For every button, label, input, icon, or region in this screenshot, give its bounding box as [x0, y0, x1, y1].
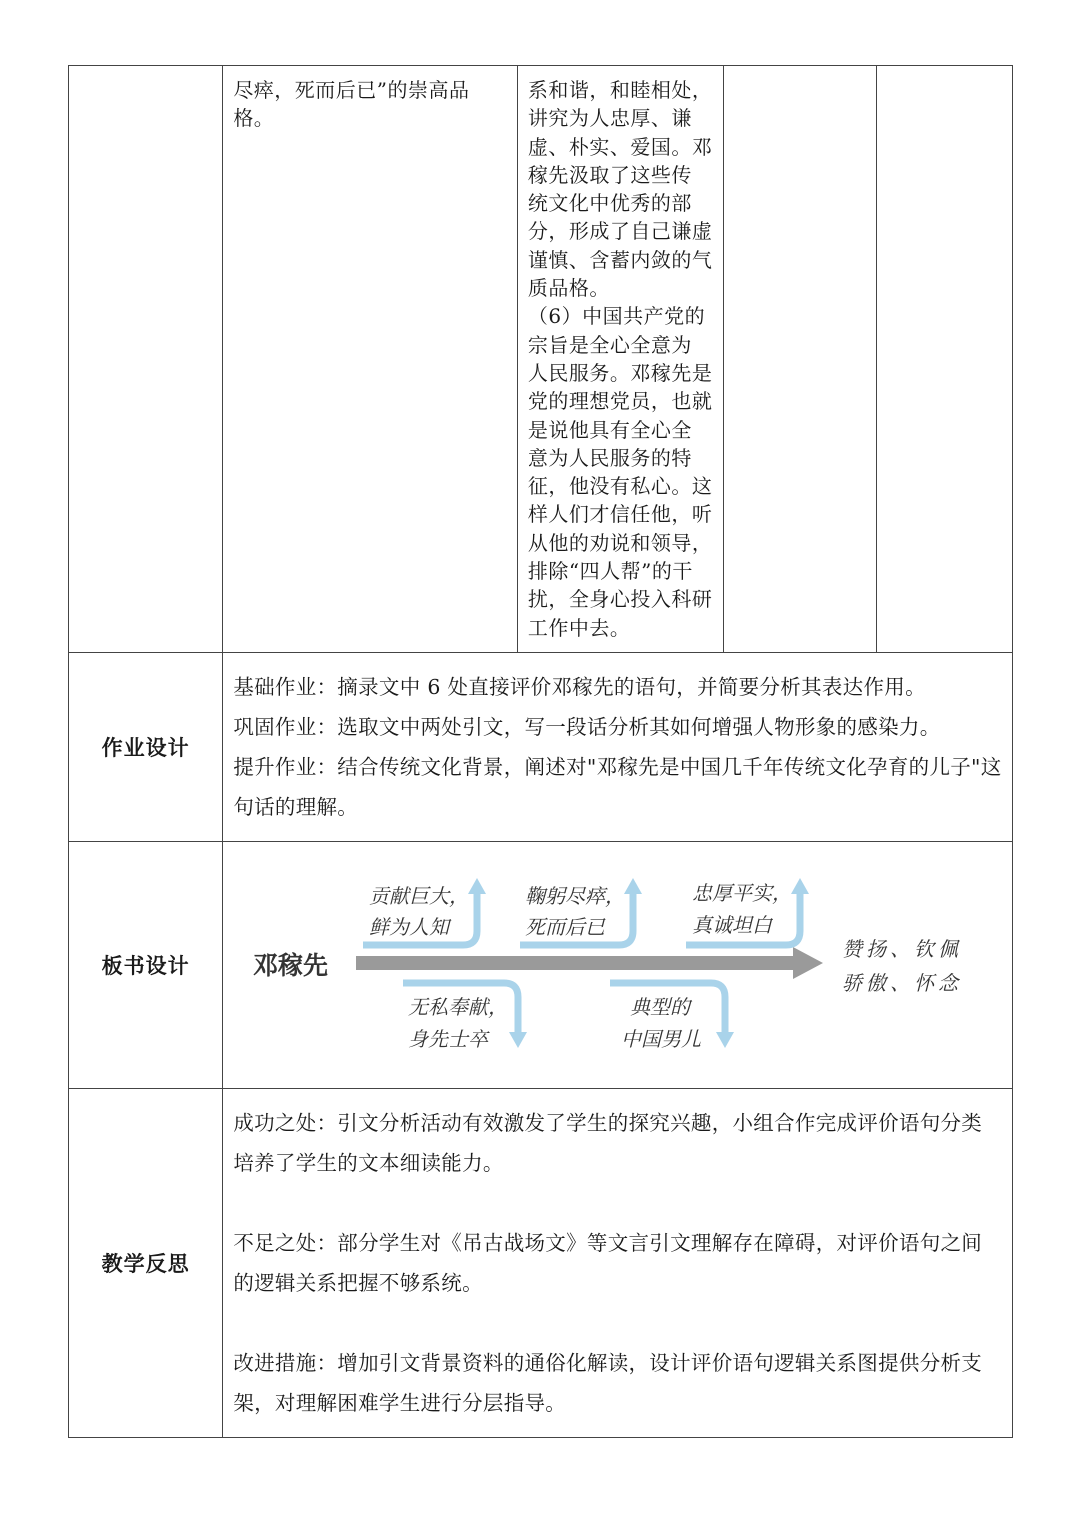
top-arrowhead-3 — [791, 878, 809, 894]
col3-line: 虚、朴实、爱国。邓 — [527, 134, 713, 159]
homework-content-cell — [223, 653, 1013, 842]
col3-line: 统文化中优秀的部 — [527, 191, 692, 216]
col3-line: 征，他没有私心。这 — [527, 474, 713, 499]
col3-line: 排除“四人帮”的干 — [527, 559, 693, 584]
homework-basic: 基础作业：摘录文中 6 处直接评价邓稼先的语句，并简要分析其表达作用。 — [233, 675, 926, 699]
col3-line: 样人们才信任他，听 — [527, 502, 713, 527]
top-label-2a: 鞠躬尽瘁， — [525, 884, 626, 908]
top-label-3b: 真诚坦白 — [692, 913, 773, 937]
main-arrow-shaft — [356, 956, 796, 970]
bottom-arrowhead-2 — [716, 1032, 734, 1048]
board-subject-name: 邓稼先 — [253, 952, 329, 980]
bottom-label-1a: 无私奉献， — [408, 995, 509, 1019]
board-diagram-svg — [223, 842, 1011, 1088]
top-label-2b: 死而后已 — [525, 915, 606, 939]
col3-line: 讲究为人忠厚、谦 — [527, 106, 692, 131]
continuation-label-cell — [69, 66, 223, 653]
bottom-label-2b: 中国男儿 — [621, 1027, 702, 1051]
col3-line: 是说他具有全心全 — [527, 417, 692, 442]
col3-line: 谨慎、含蓄内敛的气 — [527, 247, 713, 272]
continuation-col3-text — [518, 66, 723, 650]
board-label: 板书设计 — [69, 842, 223, 1089]
top-arrowhead-1 — [468, 878, 486, 894]
board-content-cell — [223, 842, 1013, 1089]
bottom-label-1b: 身先士卒 — [408, 1027, 489, 1051]
top-label-1a: 贡献巨大， — [369, 884, 470, 908]
col3-line: 稼先汲取了这些传 — [527, 162, 692, 187]
board-row — [69, 842, 1013, 1089]
homework-advanced: 提升作业：结合传统文化背景，阐述对"邓稼先是中国几千年传统文化孕育的儿子"这句话的理解。 — [233, 755, 1002, 819]
col3-line: 工作中去。 — [527, 615, 631, 640]
top-arrowhead-2 — [624, 878, 642, 894]
bottom-label-2a: 典型的 — [630, 995, 691, 1019]
col3-line: 党的理想党员，也就 — [527, 389, 713, 414]
col3-line: 人民服务。邓稼先是 — [527, 360, 713, 385]
top-label-1b: 鲜为人知 — [369, 915, 450, 939]
continuation-col4-cell — [724, 66, 876, 653]
lesson-plan-table — [68, 65, 1013, 1438]
col3-line: 宗旨是全心全意为 — [527, 332, 692, 357]
continuation-row — [69, 66, 1013, 653]
reflection-label: 教学反思 — [69, 1089, 223, 1438]
homework-consolidate: 巩固作业：选取文中两处引文，写一段话分析其如何增强人物形象的感染力。 — [233, 715, 941, 739]
col3-line: 扰，全身心投入科研 — [527, 587, 713, 612]
col3-line: （6）中国共产党的 — [527, 304, 706, 329]
col3-line: 质品格。 — [527, 276, 610, 301]
reflection-improvement: 改进措施：增加引文背景资料的通俗化解读，设计评价语句逻辑关系图提供分析支架，对理解困难学生进行分层指导。 — [233, 1351, 983, 1415]
homework-row — [69, 653, 1013, 842]
continuation-col2-cell — [223, 66, 518, 653]
homework-label: 作业设计 — [69, 653, 223, 842]
bottom-arrowhead-1 — [509, 1032, 527, 1048]
reflection-shortcoming: 不足之处：部分学生对《吊古战场文》等文言引文理解存在障碍，对评价语句之间的逻辑关系把握不够系统。 — [233, 1231, 983, 1295]
reflection-content-cell — [223, 1089, 1013, 1438]
col3-line: 分，形成了自己谦虚 — [527, 219, 713, 244]
top-label-3a: 忠厚平实， — [692, 881, 793, 905]
main-arrow-head — [793, 947, 823, 979]
continuation-col3-cell — [517, 66, 723, 653]
col3-line: 系和谐，和睦相处， — [527, 78, 713, 102]
result-line-2: 骄傲、怀念 — [842, 971, 963, 995]
board-diagram — [223, 842, 1012, 1088]
result-line-1: 赞扬、钦佩 — [842, 937, 963, 961]
continuation-col5-cell — [876, 66, 1012, 653]
reflection-success: 成功之处：引文分析活动有效激发了学生的探究兴趣，小组合作完成评价语句分类培养了学生的文本细读能力。 — [233, 1111, 983, 1175]
col3-line: 从他的劝说和领导， — [527, 530, 713, 555]
continuation-col2-text: 尽瘁，死而后已”的崇高品格。 — [233, 78, 470, 131]
col3-line: 意为人民服务的特 — [527, 445, 692, 470]
reflection-row — [69, 1089, 1013, 1438]
